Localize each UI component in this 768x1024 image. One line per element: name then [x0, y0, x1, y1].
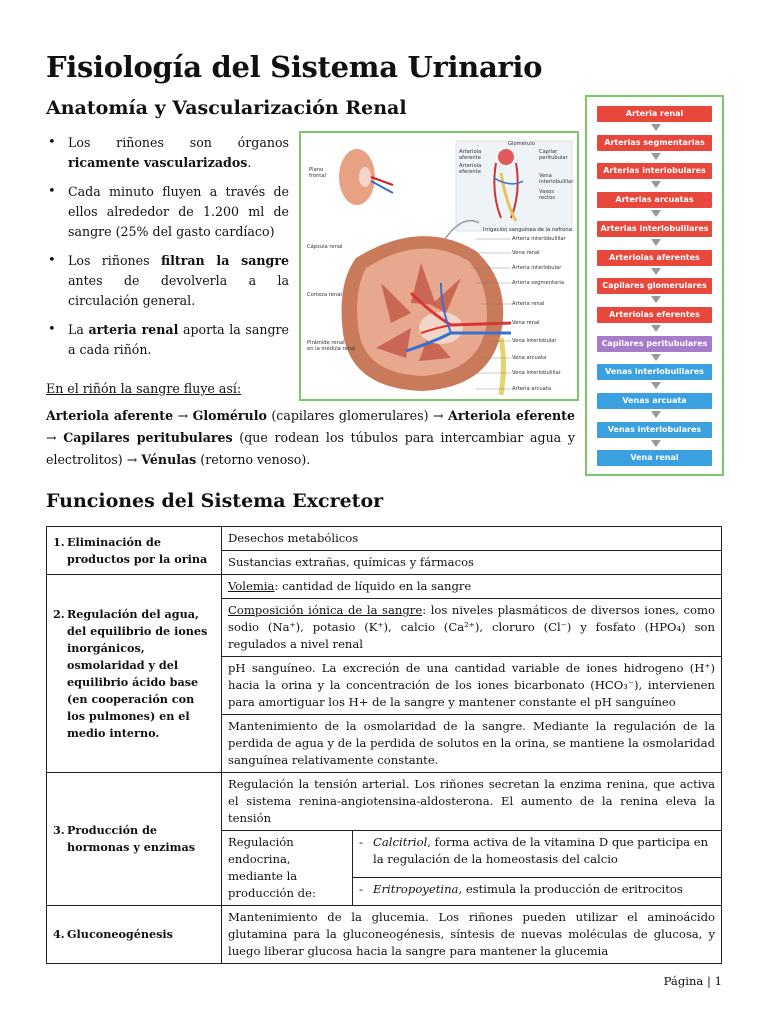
- nested-table: [222, 831, 721, 905]
- fig-label: Irrigación sanguínea de la nefrona: [483, 227, 572, 233]
- flow-arrow-icon: [651, 354, 661, 361]
- fig-label: Vena interlobular: [512, 338, 557, 344]
- flow-arrow-icon: [651, 382, 661, 389]
- table-cell: Desechos metabólicos: [222, 527, 722, 551]
- table-cell: pH sanguíneo. La excreción de una cantidad variable de iones hidrogeno (H⁺) hacia la orina y la concentración de los iones bicarbonato (HCO₃⁻), intervienen para amortiguar los H+ de la sangre y mantener constante el pH sanguíneo: [222, 657, 722, 715]
- section-heading-functions: Funciones del Sistema Excretor: [46, 490, 384, 512]
- table-row-header: 3. Producción de hormonas y enzimas: [47, 773, 222, 906]
- flow-step: Arteria renal: [597, 106, 712, 122]
- flow-arrow-icon: [651, 268, 661, 275]
- table-cell: - Calcitriol, forma activa de la vitamina D que participa en la regulación de la homeostasis del calcio: [353, 831, 722, 878]
- fig-label: Vena interlobulillar: [512, 370, 561, 376]
- table-cell: Mantenimiento de la glucemia. Los riñones pueden utilizar el aminoácido glutamina para la gluconeogénesis, síntesis de nuevas moléculas de glucosa, y luego liberar glucosa hacia la sangre para mantener la glucemia: [222, 906, 722, 964]
- flow-step: Arteriolas aferentes: [597, 250, 712, 266]
- table-cell: Regulación endocrina, mediante la producción de:: [222, 831, 353, 905]
- flow-arrow-icon: [651, 124, 661, 131]
- fig-label: Vena renal: [512, 250, 540, 256]
- flow-step: Capilares peritubulares: [597, 336, 712, 352]
- flow-step: Venas interlobulares: [597, 422, 712, 438]
- fig-label: Vena interlobulillar: [539, 173, 574, 185]
- table-row-header: 1. Eliminación de productos por la orina: [47, 527, 222, 575]
- flow-step: Arteriolas eferentes: [597, 307, 712, 323]
- blood-flow-chart: [585, 95, 724, 476]
- table-cell: Mantenimiento de la osmolaridad de la sangre. Mediante la regulación de la perdida de agua y de la perdida de solutos en la orina, se mantiene la osmolaridad sanguínea relativamente constante.: [222, 715, 722, 773]
- flow-step: Vena renal: [597, 450, 712, 466]
- table-cell: Composición iónica de la sangre: los niveles plasmáticos de diversos iones, como sodio (Na⁺), potasio (K⁺), calcio (Ca²⁺), cloruro (Cl⁻) y fosfato (HPO₄) son regulados a nivel renal: [222, 599, 722, 657]
- flow-step: Capilares glomerulares: [597, 278, 712, 294]
- fig-label: Pirámide renal en la médula renal: [307, 340, 356, 352]
- bullet-item: • La arteria renal aporta la sangre a cada riñón.: [46, 320, 289, 360]
- table-cell: Regulación la tensión arterial. Los riñones secretan la enzima renina, que activa el sistema renina-angiotensina-aldosterona. El aumento de la renina eleva la tensión: [222, 773, 722, 831]
- flow-heading: En el riñón la sangre fluye así:: [46, 381, 242, 396]
- flow-arrow-icon: [651, 296, 661, 303]
- flow-step: Venas arcuata: [597, 393, 712, 409]
- table-row: [47, 527, 722, 551]
- fig-label: Arteriola eferente: [459, 163, 482, 175]
- page-number: Página | 1: [663, 974, 722, 988]
- table-row-header: 4. Gluconeogénesis: [47, 906, 222, 964]
- fig-label: Arteria segmentaria: [512, 280, 564, 286]
- fig-label: Arteria interlobular: [512, 265, 562, 271]
- fig-label: Glomérulo: [508, 141, 535, 147]
- fig-label: Arteria renal: [512, 301, 545, 307]
- flow-step: Arterias arcuatas: [597, 192, 712, 208]
- functions-table: [46, 526, 722, 964]
- table-row: [47, 906, 722, 964]
- table-cell: Volemia: cantidad de líquido en la sangre: [222, 575, 722, 599]
- flow-arrow-icon: [651, 325, 661, 332]
- bullet-item: • Los riñones son órganos ricamente vascularizados.: [46, 133, 289, 173]
- page-title: Fisiología del Sistema Urinario: [46, 50, 543, 84]
- flow-arrow-icon: [651, 153, 661, 160]
- table-cell: Sustancias extrañas, químicas y fármacos: [222, 551, 722, 575]
- flow-step: Arterias interlobulares: [597, 163, 712, 179]
- fig-label: Cápsula renal: [307, 244, 343, 250]
- table-row: [47, 773, 722, 831]
- section-heading-anatomy: Anatomía y Vascularización Renal: [46, 97, 407, 119]
- bullet-item: • Cada minuto fluyen a través de ellos alrededor de 1.200 ml de sangre (25% del gasto cardíaco): [46, 182, 289, 242]
- flow-description: Arteriola aferente → Glomérulo (capilares glomerulares) → Arteriola eferente → Capilares peritubulares (que rodean los túbulos para intercambiar agua y electrolitos) → Vénulas (retorno venoso).: [46, 408, 575, 467]
- flow-arrow-icon: [651, 210, 661, 217]
- fig-label: Arteria interlobulillar: [512, 236, 566, 242]
- fig-label: Vena renal: [512, 320, 540, 326]
- table-row: [47, 575, 722, 599]
- fig-label: Capilar peritubular: [539, 149, 568, 161]
- fig-label: Arteria arcuata: [512, 386, 552, 392]
- flow-step: Venas interlobulilares: [597, 364, 712, 380]
- fig-label: Vasos rectos: [539, 189, 555, 201]
- flow-arrow-icon: [651, 411, 661, 418]
- fig-label: Vena arcuata: [512, 355, 547, 361]
- flow-arrow-icon: [651, 239, 661, 246]
- table-cell: [222, 831, 722, 906]
- bullet-list: [46, 133, 289, 369]
- bullet-item: • Los riñones filtran la sangre antes de devolverla a la circulación general.: [46, 251, 289, 311]
- table-cell: - Eritropoyetina, estimula la producción de eritrocitos: [359, 882, 683, 897]
- fig-label: Plano frontal: [309, 167, 326, 179]
- flow-arrow-icon: [651, 181, 661, 188]
- flow-arrow-icon: [651, 440, 661, 447]
- fig-label: Arteriola aferente: [459, 149, 482, 161]
- fig-label: Corteza renal: [307, 292, 342, 298]
- kidney-figure: [299, 131, 579, 401]
- flow-step: Arterias segmentarias: [597, 135, 712, 151]
- table-row-header: 2. Regulación del agua, del equilibrio de iones inorgánicos, osmolaridad y del equilibrio ácido base (en cooperación con los pulmones) en el medio interno.: [47, 575, 222, 773]
- flow-step: Arterias interlobulilares: [597, 221, 712, 237]
